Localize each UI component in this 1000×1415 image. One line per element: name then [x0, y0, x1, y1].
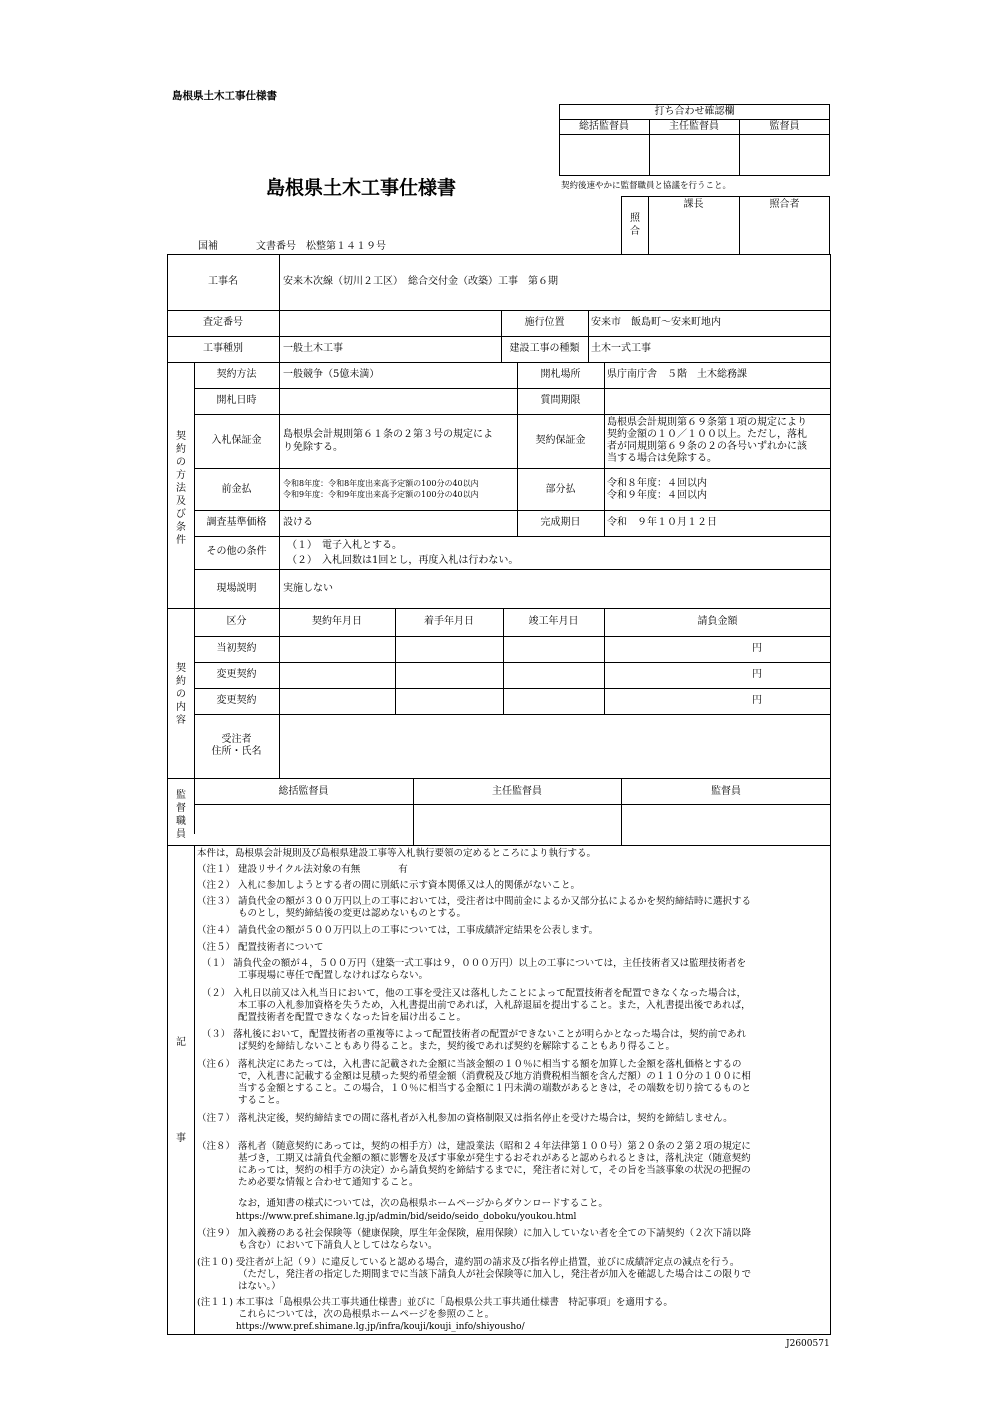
satei-label: 査定番号	[203, 317, 243, 328]
type-label: 工事種別	[203, 343, 243, 354]
partial-line-1: 令和８年度：４回以内	[607, 478, 707, 489]
top-label: 島根県土木工事仕様書	[172, 90, 277, 102]
note-line: https://www.pref.shimane.lg.jp/admin/bid/seido/seido_doboku/youkou.html	[197, 1212, 577, 1222]
advance-label: 前金払	[221, 484, 252, 495]
content-header-4: 竣工年月日	[528, 616, 579, 627]
survey-label: 調査基準価格	[206, 517, 267, 528]
other-line-1: （１） 電子入札とする。	[287, 540, 402, 551]
contract-deposit-line-1: 島根県会計規則第６９条第１項の規定により	[607, 417, 807, 428]
notes-section-label-1: 記	[176, 1037, 186, 1048]
content-row-label: 変更契約	[216, 669, 257, 680]
note-line: （注２） 入札に参加しようとする者の間に別紙に示す資本関係又は人的関係がないこと。	[197, 880, 581, 891]
shogo-label: 照合	[630, 213, 640, 237]
note-line: （２） 入札日以前又は入札当日において，他の工事を受注又は落札したことによって配置技術者を配置できなくなった場合は，	[197, 988, 747, 999]
advance-line-1: 令和8年度：令和8年度出来高予定額の100分の40以内	[283, 479, 479, 488]
note-line: ものとし，契約締結後の変更は認めないものとする。	[197, 908, 467, 919]
supervisors-section-label: 監督職員	[176, 790, 186, 840]
note-line: も含む）において下請負人としてはならない。	[197, 1240, 438, 1251]
survey-value: 設ける	[283, 517, 313, 528]
note-line: 本件は，島根県会計規則及び島根県建設工事等入札執行要領の定めるところにより執行する。	[197, 848, 597, 859]
note-line: https://www.pref.shimane.lg.jp/infra/kouji/kouji_info/shiyousho/	[197, 1322, 525, 1332]
location-label: 施行位置	[524, 317, 565, 328]
shogo-col-2: 照合者	[769, 199, 800, 210]
project-name-label: 工事名	[208, 276, 238, 287]
content-header-5: 請負金額	[697, 616, 738, 627]
contract-deposit-label: 契約保証金	[535, 435, 586, 446]
bid-deposit-line-1: 島根県会計規則第６１条の２第３号の規定によ	[283, 429, 493, 440]
content-row-yen: 円	[752, 695, 762, 706]
note-line: なお，通知書の様式については，次の島根県ホームページからダウンロードすること。	[197, 1198, 608, 1209]
confirm-title: 打ち合わせ確認欄	[654, 106, 735, 117]
note-line: これらについては，次の島根県ホームページを参照のこと。	[197, 1309, 495, 1320]
contractor-label-2: 住所・氏名	[211, 746, 262, 757]
kind-label: 建設工事の種類	[509, 343, 580, 354]
site-label: 現場説明	[216, 583, 257, 594]
content-row-yen: 円	[752, 643, 762, 654]
note-line: （ただし，発注者の指定した期間までに当該下請負人が社会保険等に加入し，発注者が加入を確認した場合はこの限りで	[197, 1269, 752, 1280]
kokuho-label: 国補	[198, 241, 218, 252]
note-line: 基づき，工期又は請負代金額の額に影響を及ぼす事象が発生するおそれがあると認められるときは，落札決定（随意契約	[197, 1153, 751, 1164]
contractor-label-1: 受注者	[221, 734, 252, 745]
supervisor-col-3: 監督員	[711, 786, 741, 797]
note-line: （注８） 落札者（随意契約にあっては，契約の相手方）は，建設業法（昭和２４年法律第１００号）第２０条の２第２項の規定に	[197, 1141, 751, 1152]
note-line: （注１） 建設リサイクル法対象の有無 有	[197, 864, 408, 875]
note-line: で，入札書に記載する金額は見積った契約希望金額（消費税及び地方消費税相当額を含んだ額）の１１０分の１００に相	[197, 1071, 751, 1082]
contract-deposit-line-3: 者が同規則第６９条の２の各号いずれかに該	[607, 441, 807, 452]
bid-deposit-line-2: り免除する。	[283, 442, 343, 453]
contract-deposit-line-4: 当する場合は免除する。	[607, 453, 717, 464]
note-line: ば契約を締結しないこともあり得ること。また，契約後であれば契約を解除することもあり得ること。	[197, 1041, 676, 1052]
place-value: 県庁南庁舎 ５階 土木総務課	[607, 369, 747, 380]
content-header-2: 契約年月日	[312, 616, 362, 627]
note-line: (注１１) 本工事は「島根県公共工事共通仕様書」並びに「島根県公共工事共通仕様書 特記事項」を適用する。	[197, 1297, 673, 1308]
notes-section-label-2: 事	[176, 1133, 186, 1144]
note-line: 本工事の入札参加資格を失うため，入札書提出前であれば，入札辞退届を提出すること。また，入札書提出後であれば，	[197, 1000, 751, 1011]
note-line: （３） 落札後において，配置技術者の重複等によって配置技術者の配置ができないことが明らかとなった場合は，契約前であれ	[197, 1029, 747, 1040]
note-line: （注３） 請負代金の額が３００万円以上の工事においては，受注者は中間前金によるか又部分払によるかを契約締結時に選択する	[197, 896, 752, 907]
note-line: （注４） 請負代金の額が５００万円以上の工事については，工事成績評定結果を公表します。	[197, 925, 599, 936]
type-value: 一般土木工事	[283, 343, 343, 354]
note-line: (注１０) 受注者が上記（９）に違反していると認める場合，違約罰の請求及び指名停止措置，並びに成績評定点の減点を行う。	[197, 1257, 740, 1268]
content-header-1: 区分	[226, 616, 247, 627]
contract-content-section-label: 契約の内容	[176, 663, 186, 726]
confirm-note: 契約後速やかに監督職員と協議を行うこと。	[561, 181, 732, 191]
note-line: （注６） 落札決定にあたっては，入札書に記載された金額に当該金額の１０％に相当する額を加算した金額を落札価格とするの	[197, 1059, 742, 1070]
site-value: 実施しない	[283, 583, 333, 594]
question-label: 質問期限	[540, 395, 581, 406]
note-line: にあっては，契約の相手方の決定）から請負契約を締結するまでに，発注者に対して，その旨を当該事象の状況の把握の	[197, 1165, 751, 1176]
other-line-2: （２） 入札回数は1回とし，再度入札は行わない。	[287, 555, 519, 566]
note-line: すること。	[197, 1095, 286, 1106]
completion-value: 令和 ９年１０月１２日	[607, 517, 717, 528]
method-label: 契約方法	[216, 369, 257, 380]
content-row-label: 当初契約	[216, 643, 257, 654]
supervisor-col-2: 主任監督員	[492, 786, 542, 797]
kind-value: 土木一式工事	[591, 343, 651, 354]
confirm-col-3: 監督員	[769, 121, 800, 132]
doc-number: 文書番号 松整第１４１９号	[256, 241, 386, 252]
confirm-col-1: 総括監督員	[579, 121, 629, 132]
note-line: （注７） 落札決定後，契約締結までの間に落札者が入札参加の資格制限又は指名停止を受けた場合は，契約を締結しません。	[197, 1113, 733, 1124]
content-row-label: 変更契約	[216, 695, 257, 706]
content-header-3: 着手年月日	[424, 616, 474, 627]
partial-label: 部分払	[545, 484, 576, 495]
content-row-yen: 円	[752, 669, 762, 680]
partial-line-2: 令和９年度：４回以内	[607, 490, 707, 501]
project-name: 安来木次線（切川２工区） 総合交付金（改築）工事 第６期	[283, 276, 558, 287]
method-value: 一般競争（5億未満）	[283, 369, 380, 380]
bid-deposit-label: 入札保証金	[211, 435, 262, 446]
contract-method-section-label: 契約の方法及び条件	[176, 431, 186, 546]
note-line: ため必要な情報と合わせて通知すること。	[197, 1177, 419, 1188]
confirm-col-2: 主任監督員	[669, 121, 719, 132]
other-label: その他の条件	[206, 546, 267, 557]
note-line: 配置技術者を配置できなくなった旨を届け出ること。	[197, 1012, 467, 1023]
location-value: 安来市 飯島町～安来町地内	[591, 317, 721, 328]
note-line: 当する金額とすること。この場合，１０％に相当する金額に１円未満の端数があるときは，その端数を切り捨てるものと	[197, 1083, 752, 1094]
note-line: （注５） 配置技術者について	[197, 942, 324, 953]
footer-code: J2600571	[786, 1339, 830, 1349]
shogo-col-1: 課長	[683, 199, 704, 210]
page-title: 島根県土木工事仕様書	[266, 177, 457, 199]
contract-deposit-line-2: 契約金額の１０／１００以上。ただし，落札	[607, 429, 807, 440]
note-line: 工事現場に専任で配置しなければならない。	[197, 970, 429, 981]
note-line: （１） 請負代金の額が４，５００万円（建築一式工事は９，０００万円）以上の工事については，主任技術者又は監理技術者を	[197, 958, 747, 969]
date-label: 開札日時	[216, 395, 257, 406]
note-line: はない。）	[197, 1281, 281, 1292]
place-label: 開札場所	[540, 369, 581, 380]
advance-line-2: 令和9年度：令和9年度出来高予定額の100分の40以内	[283, 490, 479, 499]
supervisor-col-1: 総括監督員	[278, 786, 329, 797]
completion-label: 完成期日	[540, 517, 581, 528]
note-line: （注９） 加入義務のある社会保険等（健康保険，厚生年金保険，雇用保険）に加入していない者を全ての下請契約（２次下請以降	[197, 1228, 752, 1239]
